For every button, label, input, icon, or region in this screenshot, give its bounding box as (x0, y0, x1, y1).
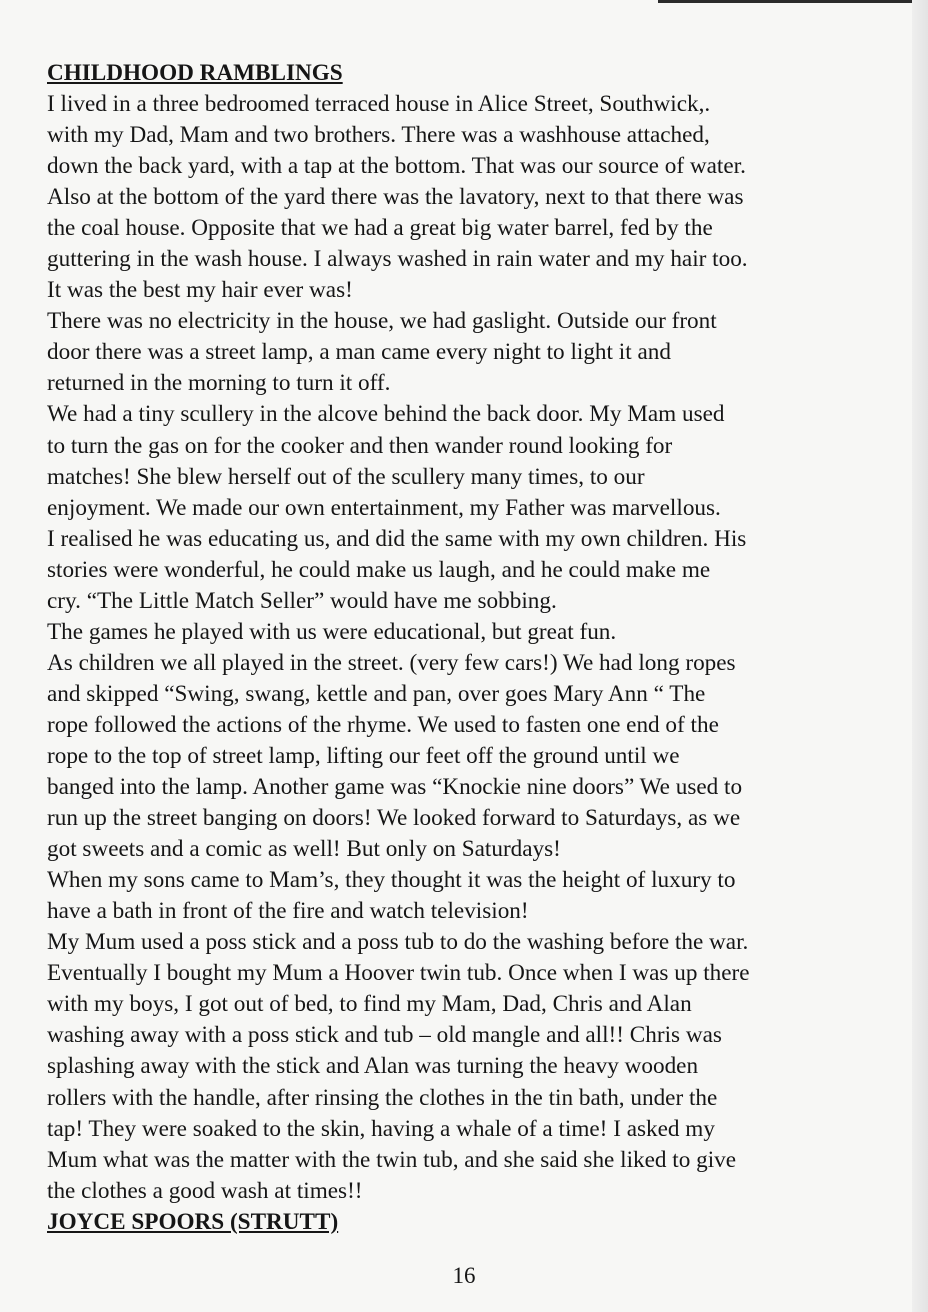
text-line: It was the best my hair ever was! (47, 277, 353, 304)
text-line: washing away with a poss stick and tub – old mangle and all!! Chris was (47, 1022, 722, 1049)
page-edge-shadow (912, 0, 928, 1312)
text-line: got sweets and a comic as well! But only on Saturdays! (47, 836, 561, 863)
text-line: guttering in the wash house. I always washed in rain water and my hair too. (47, 246, 748, 273)
text-line: My Mum used a poss stick and a poss tub to do the washing before the war. (47, 929, 749, 956)
text-line: with my boys, I got out of bed, to find my Mam, Dad, Chris and Alan (47, 991, 692, 1018)
text-line: When my sons came to Mam’s, they thought it was the height of luxury to (47, 867, 736, 894)
text-line: the clothes a good wash at times!! (47, 1177, 363, 1204)
text-line: Mum what was the matter with the twin tub, and she said she liked to give (47, 1146, 737, 1173)
text-line: I lived in a three bedroomed terraced house in Alice Street, Southwick,. (47, 91, 711, 117)
text-line: have a bath in front of the fire and watch television! (47, 898, 529, 925)
text-line: splashing away with the stick and Alan was turning the heavy wooden (47, 1053, 699, 1080)
text-line: stories were wonderful, he could make us laugh, and he could make me (47, 556, 711, 583)
text-line: Also at the bottom of the yard there was the lavatory, next to that there was (47, 184, 744, 211)
page-number: 16 (452, 1263, 476, 1288)
top-rule (658, 0, 928, 3)
text-line: enjoyment. We made our own entertainment, my Father was marvellous. (47, 494, 721, 521)
article-author: JOYCE SPOORS (STRUTT) (47, 1208, 339, 1235)
text-line: with my Dad, Mam and two brothers. There was a washhouse attached, (47, 122, 710, 149)
article-title: CHILDHOOD RAMBLINGS (47, 60, 343, 86)
text-line: cry. “The Little Match Seller” would have me sobbing. (47, 587, 557, 614)
text-line: rope followed the actions of the rhyme. We used to fasten one end of the (47, 711, 719, 738)
text-line: As children we all played in the street. (very few cars!) We had long ropes (47, 649, 736, 676)
text-line: and skipped “Swing, swang, kettle and pan, over goes Mary Ann “ The (47, 680, 706, 707)
text-line: door there was a street lamp, a man came every night to light it and (47, 339, 671, 366)
text-line: matches! She blew herself out of the scullery many times, to our (47, 463, 645, 490)
text-line: There was no electricity in the house, we had gaslight. Outside our front (47, 308, 717, 335)
text-line: to turn the gas on for the cooker and then wander round looking for (47, 432, 673, 459)
text-line: the coal house. Opposite that we had a great big water barrel, fed by the (47, 215, 713, 242)
text-line: The games he played with us were educational, but great fun. (47, 618, 617, 645)
text-line: down the back yard, with a tap at the bottom. That was our source of water. (47, 153, 746, 180)
text-line: We had a tiny scullery in the alcove behind the back door. My Mam used (47, 401, 725, 428)
text-line: returned in the morning to turn it off. (47, 370, 391, 397)
text-line: banged into the lamp. Another game was “Knockie nine doors” We used to (47, 774, 743, 801)
text-line: Eventually I bought my Mum a Hoover twin tub. Once when I was up there (47, 960, 750, 987)
text-line: run up the street banging on doors! We looked forward to Saturdays, as we (47, 805, 741, 832)
text-line: tap! They were soaked to the skin, having a whale of a time! I asked my (47, 1115, 715, 1142)
text-line: I realised he was educating us, and did the same with my own children. His (47, 525, 747, 552)
text-line: rope to the top of street lamp, lifting our feet off the ground until we (47, 742, 680, 769)
article (47, 58, 897, 1238)
article-body (47, 89, 897, 1207)
text-line: rollers with the handle, after rinsing the clothes in the tin bath, under the (47, 1084, 718, 1111)
